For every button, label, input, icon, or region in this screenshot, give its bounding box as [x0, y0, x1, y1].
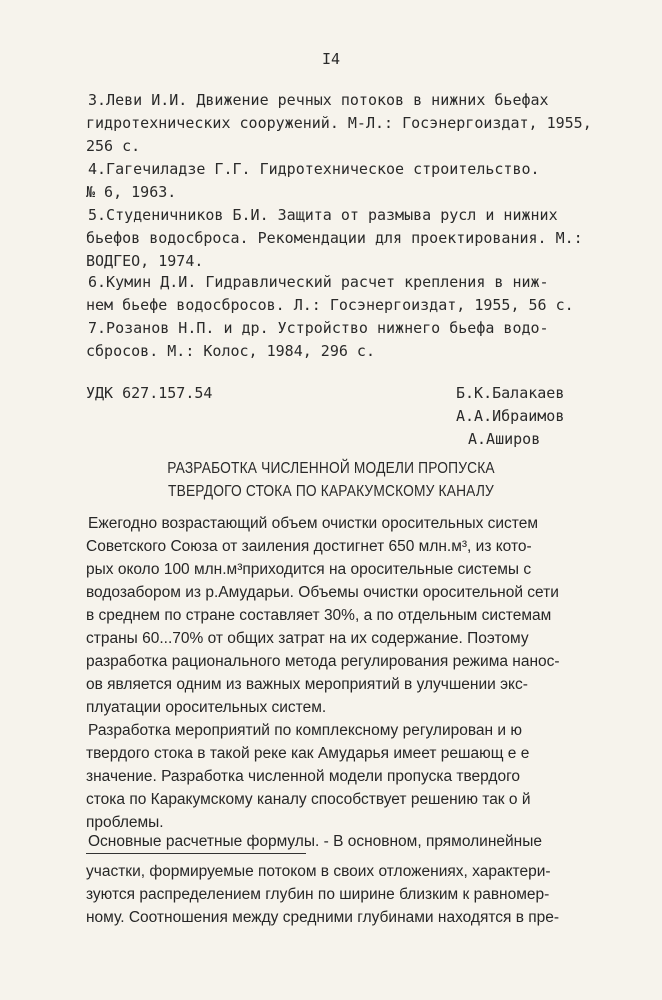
body-line: Советского Союза от заиления достигнет 650 млн.м³, из кото- [86, 538, 532, 555]
reference-line: 256 с. [86, 137, 141, 155]
reference-line: 7.Розанов Н.П. и др. Устройство нижнего бьефа водо- [88, 319, 549, 337]
author: А.Аширов [468, 430, 541, 448]
reference-line: 3.Леви И.И. Движение речных потоков в нижних бьефах [88, 91, 549, 109]
reference-line: бьефов водосброса. Рекомендации для проектирования. М.: [86, 229, 583, 247]
article-title: ТВЕРДОГО СТОКА ПО КАРАКУМСКОМУ КАНАЛУ [168, 483, 494, 500]
reference-line: ВОДГЕО, 1974. [86, 252, 204, 270]
body-line: стока по Каракумскому каналу способствует решению так о й [86, 791, 531, 808]
body-line: в среднем по стране составляет 30%, а по отдельным системам [86, 607, 552, 624]
body-line: твердого стока в такой реке как Амударья имеет решающ е е [86, 745, 530, 762]
body-line: водозабором из р.Амударьи. Объемы очистки оросительной сети [86, 584, 559, 601]
body-line: Ежегодно возрастающий объем очистки оросительных систем [88, 515, 538, 532]
body-line: ному. Соотношения между средними глубинами находятся в пре- [86, 909, 560, 926]
body-line: проблемы. [86, 814, 164, 831]
reference-line: 6.Кумин Д.И. Гидравлический расчет крепления в ниж- [88, 273, 549, 291]
body-line: ов является одним из важных мероприятий в улучшении экс- [86, 676, 528, 693]
udk-code: УДК 627.157.54 [86, 384, 213, 402]
article-title: РАЗРАБОТКА ЧИСЛЕННОЙ МОДЕЛИ ПРОПУСКА [167, 460, 495, 477]
reference-line: 4.Гагечиладзе Г.Г. Гидротехническое строительство. [88, 160, 540, 178]
reference-line: сбросов. М.: Колос, 1984, 296 с. [86, 342, 375, 360]
body-line: зуются распределением глубин по ширине близким к равномер- [86, 886, 550, 903]
reference-line: гидротехнических сооружений. М-Л.: Госэнергоиздат, 1955, [86, 114, 592, 132]
body-line: значение. Разработка численной модели пропуска твердого [86, 768, 521, 785]
page-number: I4 [321, 50, 341, 68]
body-line: рых около 100 млн.м³приходится на оросительные системы с [86, 561, 532, 578]
body-line: плуатации оросительных систем. [86, 699, 327, 716]
reference-line: 5.Студеничников Б.И. Защита от размыва русл и нижних [88, 206, 558, 224]
author: Б.К.Балакаев [456, 384, 565, 402]
reference-line: нем бьефе водосбросов. Л.: Госэнергоиздат, 1955, 56 с. [86, 296, 574, 314]
body-line: страны 60...70% от общих затрат на их содержание. Поэтому [86, 630, 529, 647]
reference-line: № 6, 1963. [86, 183, 177, 201]
body-line: участки, формируемые потоком в своих отложениях, характери- [86, 863, 551, 880]
body-line: Основные расчетные формулы. - В основном, прямолинейные [88, 833, 542, 850]
body-line: разработка рационального метода регулирования режима нанос- [86, 653, 560, 670]
author: А.А.Ибраимов [456, 407, 565, 425]
footnote-divider [86, 853, 306, 854]
body-line: Разработка мероприятий по комплексному регулирован и ю [88, 722, 522, 739]
